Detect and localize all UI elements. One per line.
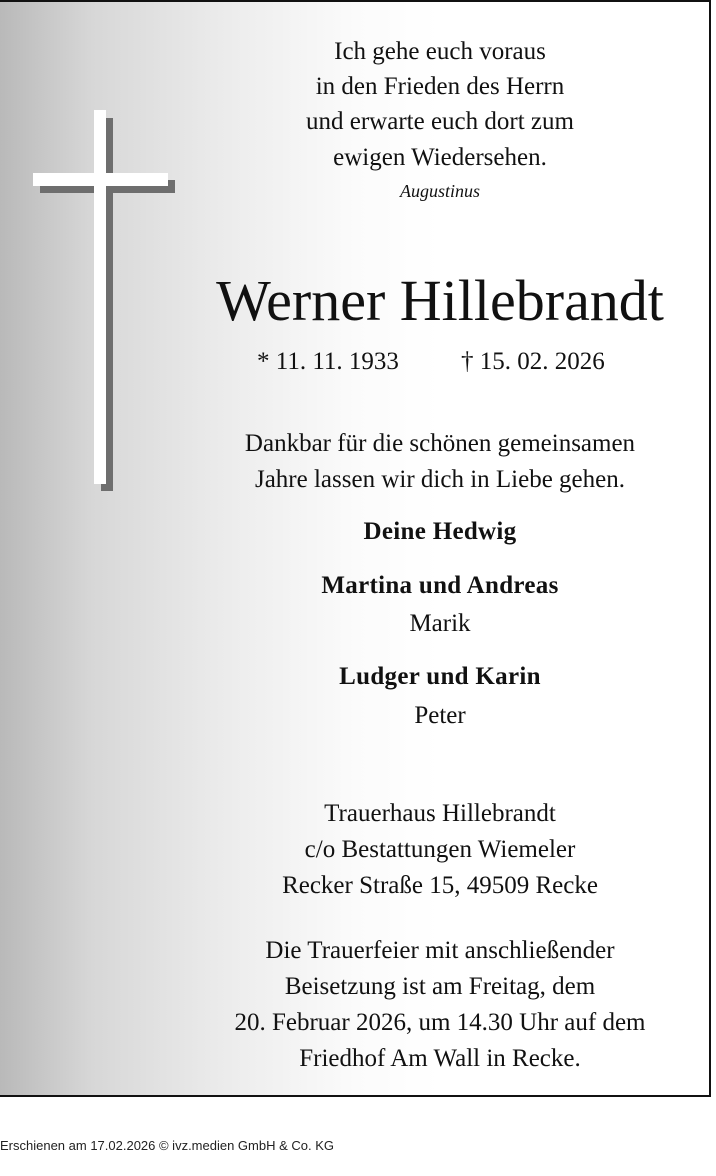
quote-line: und erwarte euch dort zum [306, 108, 574, 135]
service-line: Friedhof Am Wall in Recke. [299, 1045, 581, 1072]
service-line: Die Trauerfeier mit anschließender [265, 937, 615, 964]
publication-footer: Erschienen am 17.02.2026 © ivz.medien GmbH & Co. KG [0, 1138, 335, 1153]
quote-author: Augustinus [399, 181, 480, 201]
family-children: Marik [409, 610, 471, 637]
birth-date: * 11. 11. 1933 [257, 348, 399, 375]
cross-icon [33, 173, 168, 186]
address-line: Trauerhaus Hillebrandt [324, 800, 556, 827]
deceased-name: Werner Hillebrandt [216, 268, 664, 333]
service-line: Beisetzung ist am Freitag, dem [284, 973, 596, 1000]
dedication-line: Dankbar für die schönen gemeinsamen [244, 430, 636, 457]
quote-line: ewigen Wiedersehen. [333, 144, 547, 171]
family-names: Deine Hedwig [363, 518, 517, 545]
cross-icon [94, 110, 106, 484]
family-names: Ludger und Karin [339, 663, 541, 690]
death-date: † 15. 02. 2026 [461, 348, 605, 375]
dedication-line: Jahre lassen wir dich in Liebe gehen. [254, 466, 625, 493]
family-children: Peter [414, 702, 466, 729]
address-line: c/o Bestattungen Wiemeler [304, 836, 576, 863]
address-line: Recker Straße 15, 49509 Recke [282, 872, 598, 899]
quote-line: Ich gehe euch voraus [334, 38, 546, 65]
family-names: Martina und Andreas [321, 572, 559, 599]
quote-line: in den Frieden des Herrn [315, 73, 565, 100]
service-line: 20. Februar 2026, um 14.30 Uhr auf dem [234, 1009, 646, 1036]
